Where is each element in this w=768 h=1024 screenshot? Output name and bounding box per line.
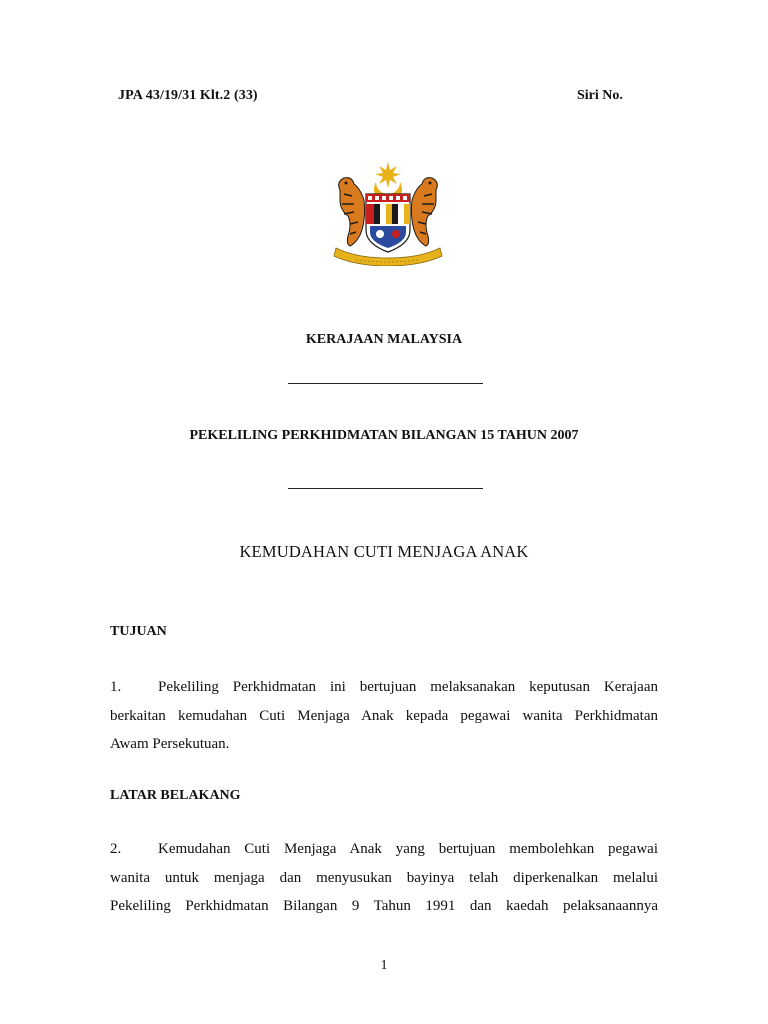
section-title-purpose: TUJUAN [110, 624, 167, 639]
malaysia-coat-of-arms-icon [326, 160, 450, 266]
section-title-background: LATAR BELAKANG [110, 788, 241, 803]
paragraph-purpose [110, 673, 658, 759]
paragraph-line: Pekeliling Perkhidmatan Bilangan 9 Tahun 1991 dan kaedah pelaksanaannya [110, 898, 658, 914]
paragraph-line: Awam Persekutuan. [110, 736, 230, 752]
paragraph-number: 2. [110, 841, 122, 857]
reference-number: JPA 43/19/31 Klt.2 (33) [118, 88, 258, 103]
government-title: KERAJAAN MALAYSIA [305, 332, 463, 347]
paragraph-line: wanita untuk menjaga dan menyusukan bayinya telah diperkenalkan melalui [110, 869, 658, 886]
serial-number-label: Siri No. [577, 88, 623, 103]
paragraph-background [110, 835, 658, 921]
page-number: 1 [380, 958, 388, 973]
paragraph-line: 2. Kemudahan Cuti Menjaga Anak yang bertujuan membolehkan pegawai [110, 835, 658, 864]
divider-top [288, 383, 483, 384]
paragraph-line: berkaitan kemudahan Cuti Menjaga Anak kepada pegawai wanita Perkhidmatan [110, 707, 658, 724]
paragraph-number: 1. [110, 679, 122, 695]
document-subject: KEMUDAHAN CUTI MENJAGA ANAK [239, 542, 529, 561]
divider-bottom [288, 488, 483, 489]
paragraph-line: 1. Pekeliling Perkhidmatan ini bertujuan melaksanakan keputusan Kerajaan [110, 673, 658, 702]
circular-title: PEKELILING PERKHIDMATAN BILANGAN 15 TAHUN 2007 [189, 428, 579, 443]
